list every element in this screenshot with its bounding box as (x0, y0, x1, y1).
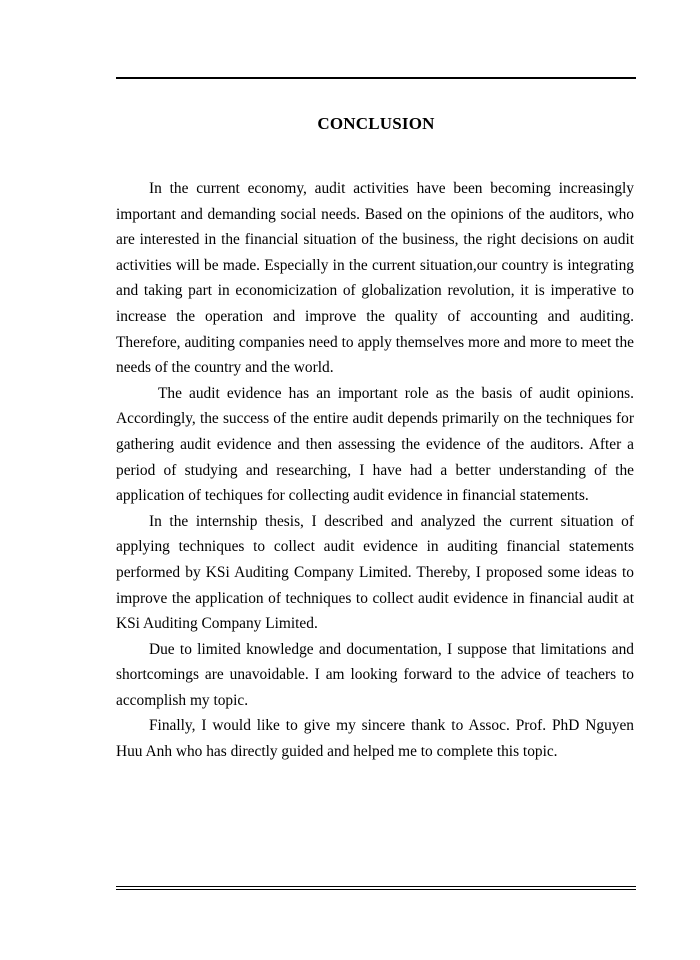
conclusion-body (116, 176, 634, 765)
header-rule (116, 77, 636, 79)
page-title: CONCLUSION (317, 114, 435, 133)
paragraph-limitations: Due to limited knowledge and documentation, I suppose that limitations and shortcomings are unavoidable. I am looking forward to the advice of teachers to accomplish my topic. (116, 640, 634, 709)
paragraph-acknowledgement: Finally, I would like to give my sincere thank to Assoc. Prof. PhD Nguyen Huu Anh who has directly guided and helped me to complete this topic. (116, 717, 634, 761)
paragraph-audit-evidence: The audit evidence has an important role as the basis of audit opinions. Accordingly, the success of the entire audit depends primarily on the techniques for gathering audit evidence and then assessing the evidence of the auditors. After a period of studying and researching, I have had a better understanding of the application of techiques for collecting audit evidence in financial statements. (116, 384, 634, 505)
paragraph-internship-thesis: In the internship thesis, I described and analyzed the current situation of applying techniques to collect audit evidence in auditing financial statements performed by KSi Auditing Company Limited. Thereby, I proposed some ideas to improve the application of techniques to collect audit evidence in financial audit at KSi Auditing Company Limited. (116, 512, 634, 633)
paragraph-economy: In the current economy, audit activities have been becoming increasingly important and demanding social needs. Based on the opinions of the auditors, who are interested in the financial situation of the business, the right decisions on audit activities will be made. Especially in the current situation,our country is integrating and taking part in economicization of globalization revolution, it is imperative to increase the operation and improve the quality of accounting and auditing. Therefore, auditing companies need to apply themselves more and more to meet the needs of the country and the world. (116, 180, 634, 377)
footer-rule (116, 886, 636, 890)
